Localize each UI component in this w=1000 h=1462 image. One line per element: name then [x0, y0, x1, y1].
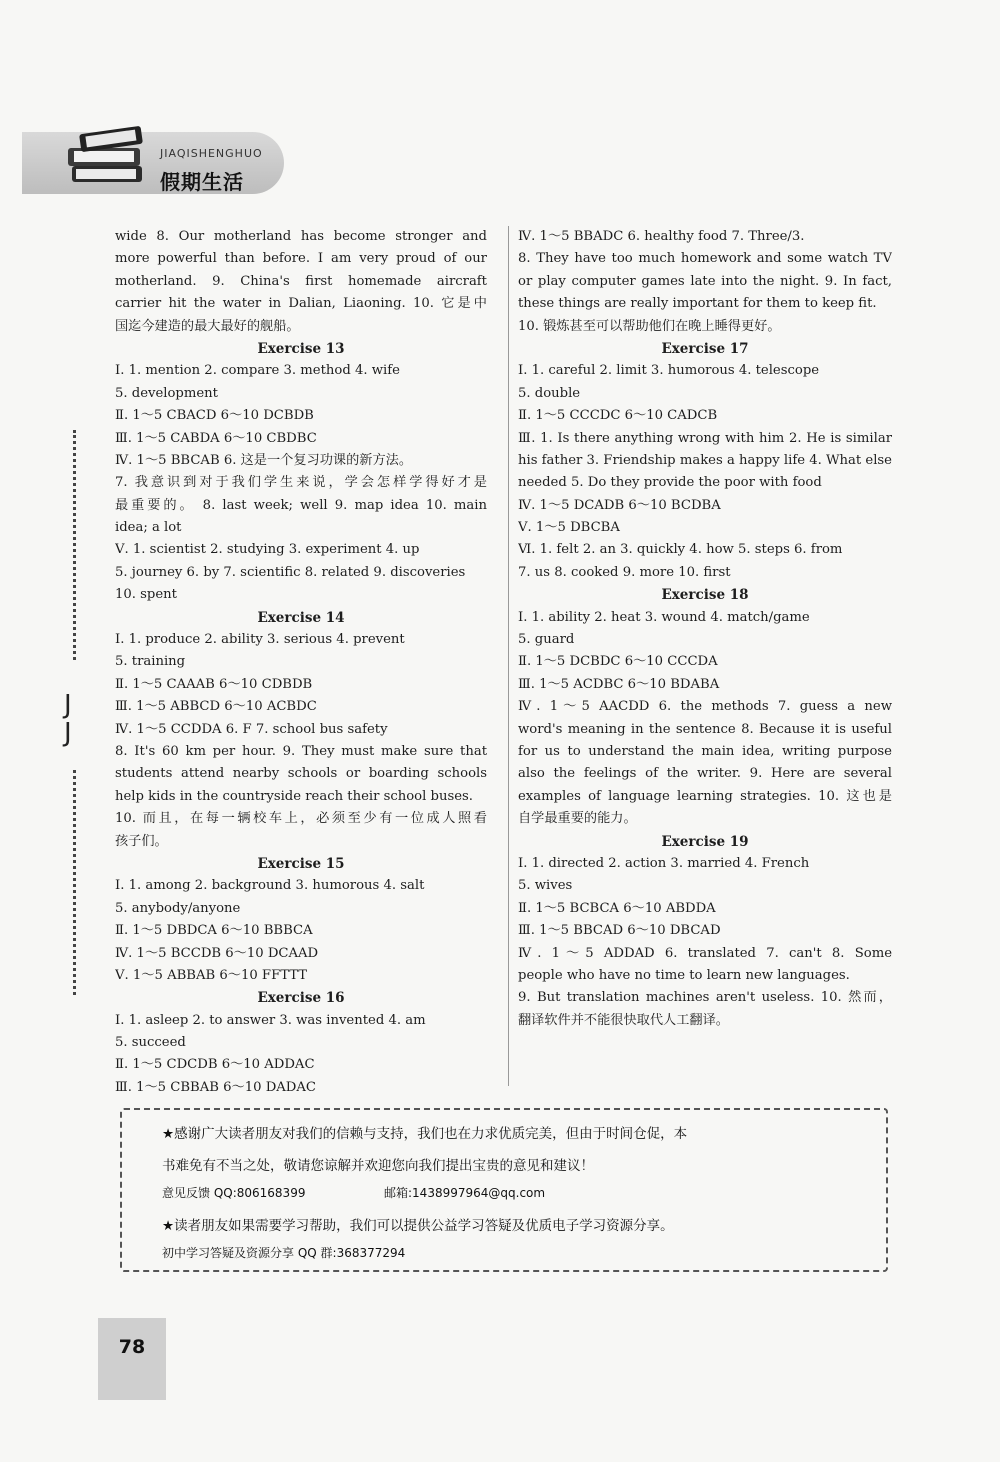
answer-line: motherland. 9. China's first homemade aircraft: [115, 273, 487, 289]
answer-line: Ⅳ. 1～5 BBADC 6. healthy food 7. Three/3.: [518, 229, 805, 244]
answer-line: examples of language learning strategies. 10. 这也是: [518, 788, 892, 804]
answer-line: idea; a lot: [115, 520, 182, 536]
column-divider: [508, 226, 509, 1086]
answer-line: 5. succeed: [115, 1035, 186, 1051]
answer-line: Ⅴ. 1～5 ABBAB 6～10 FFTTT: [115, 967, 308, 983]
exercise-title: Exercise 14: [257, 609, 345, 626]
exercise-title: Exercise 16: [257, 990, 345, 1007]
answer-line: 国迄今建造的最大最好的舰船。: [115, 318, 300, 334]
answer-line: 5. development: [115, 385, 218, 401]
answer-line: for us to understand the main idea, writing purpose: [518, 743, 892, 759]
answer-line: 8. It's 60 km per hour. 9. They must make sure that: [115, 743, 487, 759]
margin-dotted-line-bottom: [73, 770, 80, 995]
answer-line: Ⅱ. 1～5 CBACD 6～10 DCBDB: [115, 408, 314, 424]
answer-line: 翻译软件并不能很快取代人工翻译。: [518, 1012, 729, 1028]
notice-line: 书难免有不当之处，敬请您谅解并欢迎您向我们提出宝贵的意见和建议！: [162, 1158, 594, 1174]
answer-line: 最重要的。 8. last week; well 9. map idea 10. main: [115, 497, 487, 513]
margin-mark: J: [64, 718, 72, 748]
answer-line: carrier hit the water in Dalian, Liaoning. 10. 它是中: [115, 296, 487, 312]
answer-line: help kids in the countryside reach their school buses.: [115, 788, 473, 804]
answer-line: needed 5. Do they provide the poor with food: [518, 475, 822, 491]
answer-line: Ⅳ. 1～5 ADDAD 6. translated 7. can't 8. Some: [518, 945, 892, 961]
answer-line: 5. anybody/anyone: [115, 900, 241, 916]
notice-line: ★读者朋友如果需要学习帮助，我们可以提供公益学习答疑及优质电子学习资源分享。: [162, 1218, 674, 1234]
answer-line: Ⅳ. 1～5 BCCDB 6～10 DCAAD: [115, 945, 319, 961]
answer-line: Ⅲ. 1～5 CABDA 6～10 CBDBC: [115, 430, 317, 446]
answer-line: these things are really important for them to keep fit.: [518, 296, 877, 312]
group-qq: 初中学习答疑及资源分享 QQ 群:368377294: [162, 1246, 406, 1260]
answer-line: 自学最重要的能力。: [518, 811, 637, 827]
answer-line: 10. spent: [115, 587, 177, 603]
margin-dotted-line-top: [73, 430, 80, 660]
answer-line: 10. 而且，在每一辆校车上，必须至少有一位成人照看: [115, 811, 487, 827]
page-number-box: [98, 1318, 166, 1400]
answer-line: Ⅵ. 1. felt 2. an 3. quickly 4. how 5. steps 6. from: [518, 542, 843, 558]
answer-line: 7. 我意识到对于我们学生来说，学会怎样学得好才是: [115, 475, 487, 491]
exercise-title: Exercise 13: [257, 340, 345, 357]
answer-line: Ⅲ. 1～5 ACDBC 6～10 BDABA: [518, 676, 720, 692]
feedback-qq: 意见反馈 QQ:806168399: [162, 1186, 306, 1200]
answer-line: Ⅰ. 1. directed 2. action 3. married 4. French: [518, 855, 810, 871]
answer-line: Ⅳ. 1～5 AACDD 6. the methods 7. guess a new: [518, 699, 892, 715]
answer-line: people who have no time to learn new languages.: [518, 967, 850, 983]
margin-mark: J: [64, 690, 72, 720]
answer-line: Ⅰ. 1. mention 2. compare 3. method 4. wife: [115, 363, 400, 379]
answer-line: Ⅲ. 1～5 BBCAD 6～10 DBCAD: [518, 923, 721, 939]
exercise-title: Exercise 18: [661, 587, 749, 604]
answer-line: 5. wives: [518, 878, 573, 894]
answer-line: 10. 锻炼甚至可以帮助他们在晚上睡得更好。: [518, 318, 781, 334]
answer-line: Ⅱ. 1～5 CCCDC 6～10 CADCB: [518, 408, 718, 424]
answer-line: his father 3. Friendship makes a happy life 4. What else: [518, 452, 892, 468]
answer-line: 孩子们。: [115, 833, 168, 849]
right-answer-column: [518, 226, 892, 1032]
book-title: 假期生活: [160, 170, 244, 194]
answer-line: Ⅲ. 1～5 ABBCD 6～10 ACBDC: [115, 699, 317, 715]
answer-line: Ⅱ. 1～5 CDCDB 6～10 ADDAC: [115, 1057, 315, 1073]
answer-line: Ⅳ. 1～5 BBCAB 6. 这是一个复习功课的新方法。: [115, 452, 413, 468]
answer-line: Ⅱ. 1～5 CAAAB 6～10 CDBDB: [115, 676, 313, 692]
answer-line: students attend nearby schools or boarding schools: [115, 766, 487, 782]
answer-line: Ⅴ. 1～5 DBCBA: [518, 520, 620, 536]
feedback-email: 邮箱:1438997964@qq.com: [384, 1186, 546, 1200]
answer-line: word's meaning in the sentence 8. Because it is useful: [518, 721, 892, 737]
answer-line: Ⅰ. 1. produce 2. ability 3. serious 4. prevent: [115, 632, 405, 648]
answer-line: also the feelings of the writer. 9. Here are several: [518, 766, 892, 782]
answer-line: 5. journey 6. by 7. scientific 8. related 9. discoveries: [115, 564, 466, 580]
answer-line: 5. training: [115, 654, 186, 670]
answer-line: Ⅱ. 1～5 DCBDC 6～10 CCCDA: [518, 654, 718, 670]
answer-line: Ⅰ. 1. ability 2. heat 3. wound 4. match/game: [518, 609, 810, 625]
exercise-title: Exercise 19: [661, 833, 749, 850]
answer-line: wide 8. Our motherland has become stronger and: [115, 229, 487, 244]
exercise-title: Exercise 17: [661, 340, 749, 357]
answer-line: 5. guard: [518, 632, 575, 648]
answer-line: more powerful than before. I am very proud of our: [115, 251, 487, 267]
answer-line: Ⅱ. 1～5 DBDCA 6～10 BBBCA: [115, 923, 313, 939]
answer-line: Ⅰ. 1. careful 2. limit 3. humorous 4. telescope: [518, 363, 820, 379]
books-icon: [66, 122, 154, 194]
answer-line: 5. double: [518, 385, 581, 401]
answer-line: Ⅰ. 1. asleep 2. to answer 3. was invented 4. am: [115, 1012, 426, 1028]
header-pinyin: JIAQISHENGHUO: [160, 147, 263, 160]
answer-line: Ⅲ. 1. Is there anything wrong with him 2. He is similar: [518, 430, 892, 446]
answer-line: Ⅴ. 1. scientist 2. studying 3. experiment 4. up: [115, 542, 420, 558]
answer-line: Ⅳ. 1～5 CCDDA 6. F 7. school bus safety: [115, 721, 388, 737]
exercise-title: Exercise 15: [257, 855, 345, 872]
answer-line: 9. But translation machines aren't useless. 10. 然而，: [518, 990, 892, 1006]
page-number: 78: [118, 1336, 146, 1358]
answer-line: Ⅳ. 1～5 DCADB 6～10 BCDBA: [518, 497, 721, 513]
answer-line: 7. us 8. cooked 9. more 10. first: [518, 564, 731, 580]
reader-notice-box: [120, 1108, 888, 1272]
notice-line: ★感谢广大读者朋友对我们的信赖与支持，我们也在力求优质完美，但由于时间仓促，本: [162, 1126, 688, 1142]
answer-line: Ⅱ. 1～5 BCBCA 6～10 ABDDA: [518, 900, 716, 916]
left-answer-column: [115, 226, 487, 1099]
answer-line: Ⅰ. 1. among 2. background 3. humorous 4. salt: [115, 878, 425, 894]
answer-line: or play computer games late into the night. 9. In fact,: [518, 273, 892, 289]
answer-line: 8. They have too much homework and some watch TV: [518, 251, 892, 267]
answer-line: Ⅲ. 1～5 CBBAB 6～10 DADAC: [115, 1079, 316, 1095]
